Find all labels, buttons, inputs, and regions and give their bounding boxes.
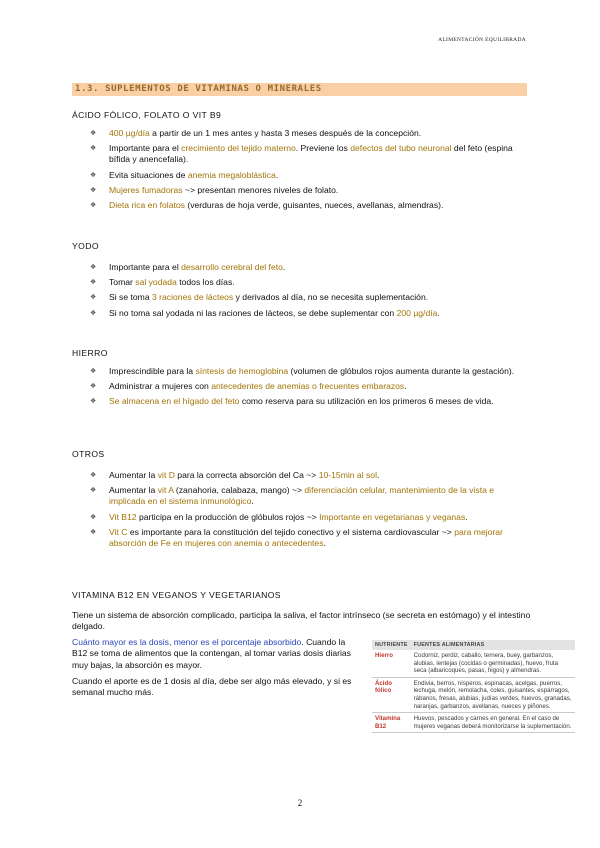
- list-item: ❖ 400 µg/día a partir de un 1 mes antes y hasta 3 meses después de la concepción.: [90, 128, 422, 138]
- diamond-bullet-icon: ❖: [90, 279, 97, 287]
- diamond-bullet-icon: ❖: [90, 528, 97, 536]
- list-item: ❖ Aumentar la vit A (zanahoria, calabaza, mango) ~> diferenciación celular, mantenimiento de la vista e implicada en el sistema inmunológico.: [90, 485, 495, 507]
- list-item: ❖ Mujeres fumadoras ~> presentan menores niveles de folato.: [90, 184, 339, 195]
- nutrient-cell: Hierro: [372, 650, 411, 677]
- list-item: ❖ Se almacena en el hígado del feto como reserva para su utilización en los primeros 6 meses de vida.: [90, 396, 494, 407]
- food-sources-table: [372, 640, 575, 733]
- folic-heading: ÁCIDO FÓLICO, FOLATO O VIT B9: [72, 110, 222, 120]
- list-item: ❖ Tomar sal yodada todos los días.: [90, 277, 235, 288]
- diamond-bullet-icon: ❖: [90, 398, 97, 406]
- list-item: ❖ Evita situaciones de anemia megaloblástica.: [90, 169, 279, 180]
- diamond-bullet-icon: ❖: [90, 294, 97, 302]
- diamond-bullet-icon: ❖: [90, 472, 97, 479]
- iron-list: [90, 366, 530, 412]
- list-item: ❖ Si no toma sal yodada ni las raciones de lácteos, se debe suplementar con 200 µg/día.: [90, 307, 440, 318]
- diamond-bullet-icon: ❖: [90, 513, 97, 521]
- sources-cell: Huevos, pescados y carnes en general. En el caso de mujeres veganas deberá monitorizarse la suplementación.: [411, 713, 575, 733]
- column-header: NUTRIENTE: [372, 640, 411, 650]
- diamond-bullet-icon: ❖: [90, 368, 97, 375]
- table-row: [372, 713, 575, 733]
- list-item: ❖ Importante para el desarrollo cerebral del feto.: [90, 262, 286, 272]
- list-item: ❖ Aumentar la vit D para la correcta absorción del Ca ~> 10-15min al sol.: [90, 470, 380, 480]
- section-bar: [72, 83, 527, 96]
- list-item: ❖ Importante para el crecimiento del tejido materno. Previene los defectos del tubo neuronal del feto (espina bífida y anencefalia).: [90, 143, 513, 165]
- diamond-bullet-icon: ❖: [90, 383, 97, 391]
- list-item: ❖ Vit C es importante para la constitución del tejido conectivo y el sistema cardiovascular ~> para mejorar absorción de Fe en mujeres con anemia o antecedentes.: [90, 526, 503, 549]
- table-row: [372, 650, 575, 677]
- iodine-heading: YODO: [72, 241, 99, 251]
- diamond-bullet-icon: ❖: [90, 487, 97, 495]
- diamond-bullet-icon: ❖: [90, 309, 97, 317]
- page-number: 2: [297, 798, 303, 808]
- list-item: ❖ Si se toma 3 raciones de lácteos y derivados al día, no se necesita suplementación.: [90, 292, 429, 303]
- list-item: ❖ Dieta rica en folatos (verduras de hoja verde, guisantes, nueces, avellanas, almendras).: [90, 200, 444, 211]
- nutrient-cell: Ácido fólico: [372, 677, 411, 712]
- iodine-list: [90, 262, 530, 323]
- b12-paragraph-1: Tiene un sistema de absorción complicado, participa la saliva, el factor intrínseco (se secreta en estómago) y el intestino delgado.: [72, 610, 531, 632]
- b12-paragraph-2: Cuánto mayor es la dosis, menor es el porcentaje absorbido. Cuando la B12 se toma de alimentos que la contengan, al tomar varias dosis diarias muy bajas, la absorción es mayor.: [72, 637, 351, 670]
- iron-heading: HIERRO: [72, 348, 108, 358]
- diamond-bullet-icon: ❖: [90, 202, 97, 210]
- nutrient-cell: Vitamina B12: [372, 713, 411, 733]
- running-header: ALIMENTACIÓN EQUILIBRADA: [438, 37, 526, 43]
- b12-heading: VITAMINA B12 EN VEGANOS Y VEGETARIANOS: [72, 590, 281, 600]
- column-header: FUENTES ALIMENTARIAS: [411, 640, 575, 650]
- sources-cell: Codorniz, perdiz, caballo, ternera, buey, garbanzos, alubias, lentejas (cocidas o germinadas), huevo, fruta seca (albaricoques, pasas, higos) y almendras.: [411, 650, 575, 677]
- diamond-bullet-icon: ❖: [90, 186, 97, 194]
- sources-cell: Endivia, berros, nísperos, espinacas, acelgas, puerros, lechuga, melón, remolacha, coles, guisantes, espárragos, rábanos, fresas, alubias, judías verdes, huevos, granadas, naranjas, garbanzos, avellanas, nueces y piñones.: [411, 677, 575, 712]
- diamond-bullet-icon: ❖: [90, 171, 97, 179]
- table-row: [372, 677, 575, 712]
- others-heading: OTROS: [72, 449, 105, 459]
- table-header-row: [372, 640, 575, 650]
- diamond-bullet-icon: ❖: [90, 130, 97, 137]
- list-item: ❖ Administrar a mujeres con antecedentes de anemias o frecuentes embarazos.: [90, 381, 407, 392]
- folic-list: [90, 128, 530, 215]
- others-list: [90, 470, 530, 553]
- list-item: ❖ Imprescindible para la síntesis de hemoglobina (volumen de glóbulos rojos aumenta durante la gestación).: [90, 366, 515, 376]
- list-item: ❖ Vit B12 participa en la producción de glóbulos rojos ~> Importante en vegetarianas y veganas.: [90, 511, 468, 522]
- diamond-bullet-icon: ❖: [90, 264, 97, 271]
- b12-paragraph-3: Cuando el aporte es de 1 dosis al día, debe ser algo más elevado, y si es semanal mucho más.: [72, 676, 352, 698]
- section-title: 1.3. SUPLEMENTOS DE VITAMINAS O MINERALES: [75, 84, 322, 94]
- diamond-bullet-icon: ❖: [90, 145, 97, 153]
